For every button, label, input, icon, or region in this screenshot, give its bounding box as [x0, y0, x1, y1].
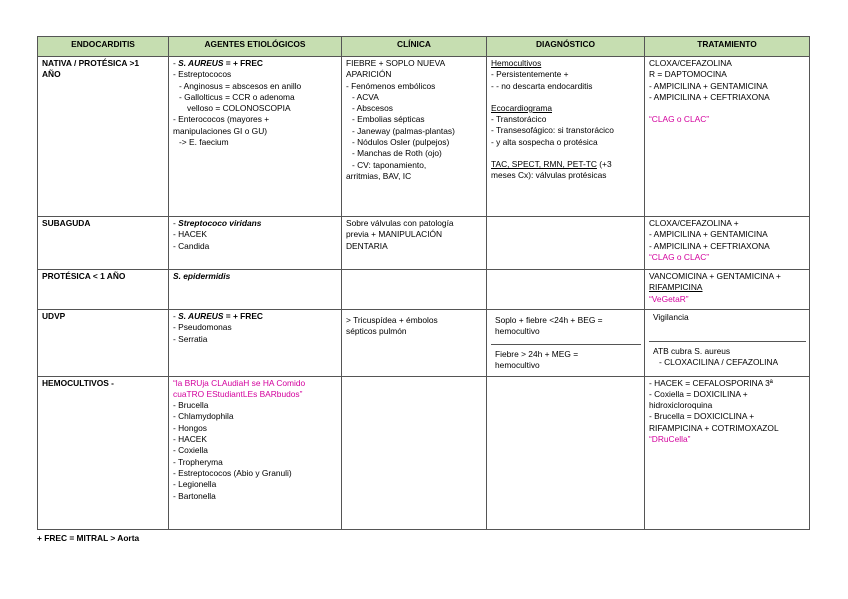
diag-line: meses Cx): válvulas protésicas — [491, 170, 607, 181]
clinica-line: previa + MANIPULACIÓN — [346, 229, 443, 240]
row-subaguda-clinica — [342, 217, 487, 270]
clinica-line: - CV: taponamiento, — [352, 159, 427, 170]
header-agentes: AGENTES ETIOLÓGICOS — [169, 37, 342, 57]
trat-mnemonic: “CLAG o CLAC” — [649, 114, 710, 125]
agente-line: -> E. faecium — [179, 137, 229, 148]
row-subaguda-title: SUBAGUDA — [38, 217, 169, 270]
row-protesica-agentes — [169, 270, 342, 310]
agente-line: - Serratia — [173, 333, 208, 344]
row-hemocultivos-title: HEMOCULTIVOS - — [38, 376, 169, 529]
trat-line: - AMPICILINA + CEFTRIAXONA — [649, 91, 770, 102]
diag-line: hemocultivo — [495, 360, 540, 371]
agente-line: - Hongos — [173, 422, 207, 433]
trat-line: - HACEK = CEFALOSPORINA 3ª — [649, 377, 773, 388]
clinica-line: > Tricuspídea + émbolos — [346, 315, 438, 325]
trat-line: RIFAMPICINA + COTRIMOXAZOL — [649, 422, 779, 433]
trat-line: hidroxicloroquina — [649, 400, 713, 411]
trat-mnemonic: “CLAG o CLAC” — [649, 251, 710, 262]
agente-line: - Estreptococos (Abio y Granuli) — [173, 467, 292, 478]
clinica-line: - Nódulos Osler (pulpejos) — [352, 137, 450, 148]
diag-line: - Persistentemente + — [491, 69, 569, 80]
spacer — [649, 103, 806, 114]
row-subaguda-agentes — [169, 217, 342, 270]
agente-line: - S. AUREUS = + FREC — [173, 311, 263, 321]
trat-line: RIFAMPICINA — [649, 282, 703, 293]
trat-line: VANCOMICINA + GENTAMICINA + — [649, 271, 781, 281]
clinica-line: APARICIÓN — [346, 69, 392, 80]
row-protesica-title: PROTÉSICA < 1 AÑO — [38, 270, 169, 310]
agente-line: - Pseudomonas — [173, 322, 232, 333]
clinica-line: - Manchas de Roth (ojo) — [352, 148, 442, 159]
trat-line: CLOXA/CEFAZOLINA — [649, 58, 732, 68]
agente-line: - Streptococo viridans — [173, 218, 262, 228]
diag-sub-1 — [491, 311, 641, 344]
agente-line: - Legionella — [173, 479, 217, 490]
trat-line: - Brucella = DOXICICLINA + — [649, 411, 755, 422]
clinica-line: - Janeway (palmas-plantas) — [352, 125, 455, 136]
diag-line: Fiebre > 24h + MEG = — [495, 349, 579, 359]
trat-line: R = DAPTOMOCINA — [649, 69, 727, 80]
clinica-line: FIEBRE + SOPLO NUEVA — [346, 58, 446, 68]
diag-tac: TAC, SPECT, RMN, PET-TC — [491, 159, 597, 170]
row-protesica-diagnostico — [487, 270, 645, 310]
agente-saureus: S. AUREUS — [178, 58, 224, 68]
row-hemocultivos-agentes — [169, 376, 342, 529]
diag-line — [491, 159, 641, 170]
diag-line: Soplo + fiebre <24h + BEG = — [495, 315, 603, 325]
trat-line: CLOXA/CEFAZOLINA + — [649, 218, 739, 228]
header-diagnostico: DIAGNÓSTICO — [487, 37, 645, 57]
agente-line: - Enterococos (mayores + — [173, 114, 270, 125]
row-subaguda-tratamiento — [645, 217, 810, 270]
agente-line: - HACEK — [173, 229, 207, 240]
row-nativa — [38, 57, 810, 217]
diag-hemo-title: Hemocultivos — [491, 58, 542, 68]
clinica-line: - Fenómenos embólicos — [346, 80, 436, 91]
header-clinica: CLÍNICA — [342, 37, 487, 57]
row-nativa-title — [38, 57, 169, 217]
row-protesica-tratamiento — [645, 270, 810, 310]
clinica-line: - Embolias sépticas — [352, 114, 425, 125]
row-udvp — [38, 310, 810, 377]
row-hemocultivos-tratamiento — [645, 376, 810, 529]
row-udvp-diagnostico — [487, 310, 645, 377]
clinica-line: - ACVA — [352, 91, 379, 102]
row-hemocultivos — [38, 376, 810, 529]
clinica-line: - Abscesos — [352, 103, 393, 114]
trat-mnemonic: “DRuCella” — [649, 434, 691, 445]
agente-line: - Chlamydophila — [173, 411, 234, 422]
row-title-line: AÑO — [42, 69, 61, 80]
clinica-line: sépticos pulmón — [346, 326, 407, 337]
agente-line: - HACEK — [173, 434, 207, 445]
agente-line: - Anginosus = abscesos en anillo — [179, 80, 302, 91]
header-row — [38, 37, 810, 57]
agente-line: - Brucella — [173, 400, 209, 411]
diag-eco-title: Ecocardiograma — [491, 102, 552, 113]
diag-line: - - no descarta endocarditis — [491, 80, 593, 91]
agente-line: manipulaciones GI o GU) — [173, 125, 268, 136]
row-subaguda — [38, 217, 810, 270]
row-udvp-title: UDVP — [38, 310, 169, 377]
row-udvp-clinica — [342, 310, 487, 377]
diag-line: - Transtorácico — [491, 114, 547, 125]
row-nativa-tratamiento — [645, 57, 810, 217]
spacer — [491, 92, 641, 103]
agente-line: - Candida — [173, 240, 210, 251]
trat-line: - AMPICILINA + GENTAMICINA — [649, 80, 768, 91]
row-nativa-agentes — [169, 57, 342, 217]
diag-tac-rest: (+3 — [596, 159, 612, 170]
row-nativa-clinica — [342, 57, 487, 217]
diag-sub-2 — [491, 344, 641, 374]
agente-line: - S. AUREUS = + FREC — [173, 58, 263, 68]
trat-line: - CLOXACILINA / CEFAZOLINA — [659, 357, 779, 368]
row-hemocultivos-clinica — [342, 376, 487, 529]
diag-line: - y alta sospecha o protésica — [491, 136, 598, 147]
row-subaguda-diagnostico — [487, 217, 645, 270]
trat-sub-1 — [649, 311, 806, 341]
footnote: + FREC = MITRAL > Aorta — [37, 533, 140, 543]
agente-saureus: S. AUREUS — [178, 311, 224, 321]
row-protesica-clinica — [342, 270, 487, 310]
agente-frec: = + FREC — [223, 58, 263, 68]
row-udvp-tratamiento — [645, 310, 810, 377]
clinica-line: arritmias, BAV, IC — [346, 170, 412, 181]
agente-line: - Coxiella — [173, 445, 208, 456]
trat-line: - Coxiella = DOXICILINA + — [649, 388, 748, 399]
row-hemocultivos-diagnostico — [487, 376, 645, 529]
diag-line: - Transesofágico: si transtorácico — [491, 125, 614, 136]
trat-line: - AMPICILINA + CEFTRIAXONA — [649, 240, 770, 251]
trat-line: - AMPICILINA + GENTAMICINA — [649, 229, 768, 240]
spacer — [491, 148, 641, 159]
trat-line: ATB cubra S. aureus — [653, 346, 731, 356]
trat-sub-2 — [649, 341, 806, 371]
agente-frec: = + FREC — [223, 311, 263, 321]
agente-line: - Tropheryma — [173, 456, 223, 467]
agente-viridans: Streptococo viridans — [178, 218, 262, 228]
agente-line: - Estreptococos — [173, 69, 232, 80]
header-endocarditis: ENDOCARDITIS — [38, 37, 169, 57]
clinica-line: DENTARIA — [346, 240, 388, 251]
agente-line: - Gallolticus = CCR o adenoma — [179, 91, 295, 102]
row-protesica — [38, 270, 810, 310]
row-nativa-diagnostico — [487, 57, 645, 217]
row-udvp-agentes — [169, 310, 342, 377]
agente-mnemonic: “la BRUja CLAudiaH se HA Comido — [173, 377, 306, 388]
agente-mnemonic: cuaTRO EStudiantLEs BARbudos” — [173, 388, 303, 399]
endocarditis-table — [37, 36, 810, 530]
agente-epidermidis: S. epidermidis — [173, 271, 231, 281]
clinica-line: Sobre válvulas con patología — [346, 218, 454, 228]
header-tratamiento: TRATAMIENTO — [645, 37, 810, 57]
agente-line: - Bartonella — [173, 490, 216, 501]
row-title-line: NATIVA / PROTÉSICA >1 — [42, 58, 140, 68]
agente-line: velloso = COLONOSCOPIA — [187, 103, 291, 114]
diag-line: hemocultivo — [495, 326, 540, 337]
trat-mnemonic: “VeGetaR” — [649, 293, 689, 304]
trat-line: Vigilancia — [653, 312, 689, 322]
